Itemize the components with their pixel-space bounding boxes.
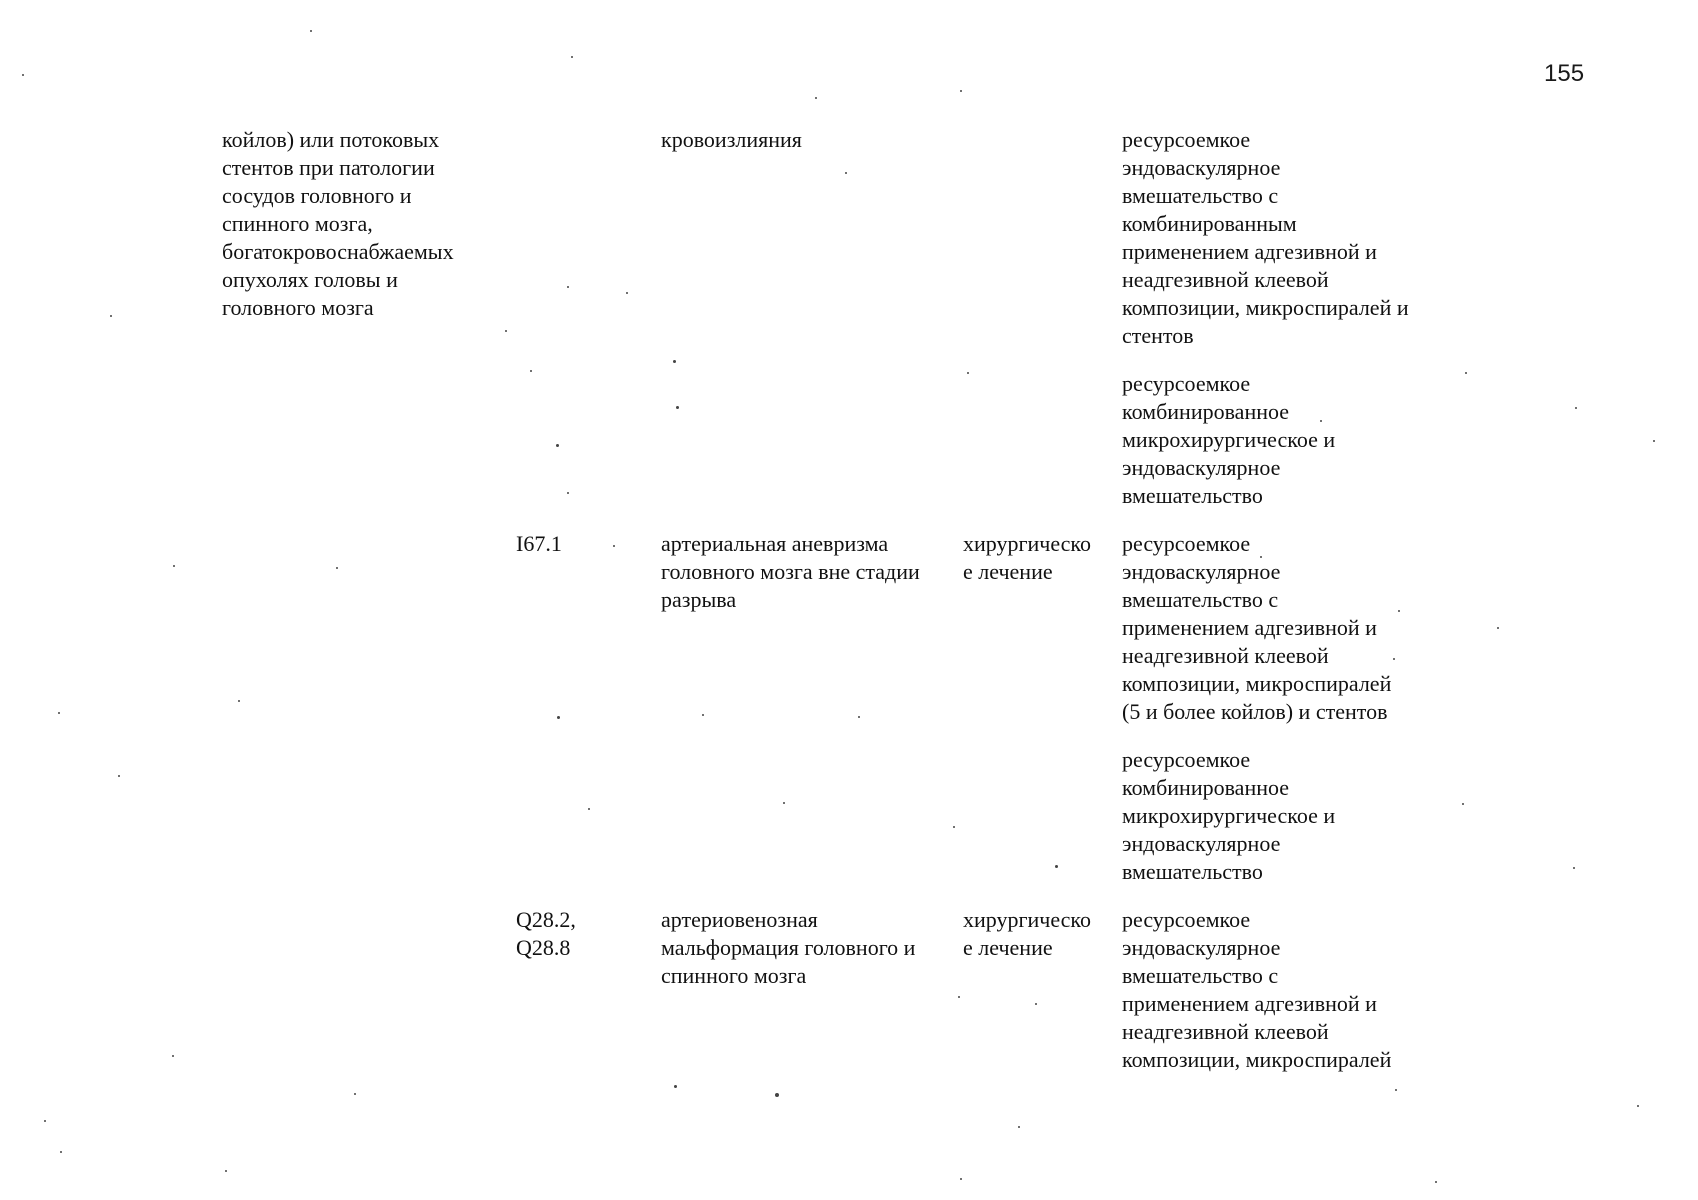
method-line: неадгезивной клеевой	[1122, 1019, 1329, 1044]
diagnosis-cell	[661, 906, 915, 990]
scan-speck	[310, 30, 312, 32]
scan-speck	[354, 1093, 356, 1095]
scan-speck	[118, 775, 120, 777]
diagnosis-line: кровоизлияния	[661, 127, 802, 152]
procedure-line: богатокровоснабжаемых	[222, 239, 454, 264]
diagnosis-line: артериовенозная	[661, 907, 818, 932]
diagnosis-cell	[661, 126, 802, 154]
scan-speck	[967, 372, 969, 374]
method-line: применением адгезивной и	[1122, 991, 1377, 1016]
method-line: композиции, микроспиралей	[1122, 1047, 1392, 1072]
method-line: неадгезивной клеевой	[1122, 643, 1329, 668]
scan-speck	[676, 406, 679, 409]
method-line: эндоваскулярное	[1122, 155, 1281, 180]
scan-speck	[556, 444, 559, 447]
method-line: применением адгезивной и	[1122, 239, 1377, 264]
method-line: эндоваскулярное	[1122, 559, 1281, 584]
method-line: микрохирургическое и	[1122, 427, 1336, 452]
scan-speck	[1653, 440, 1655, 442]
scan-speck	[588, 808, 590, 810]
method-line: применением адгезивной и	[1122, 615, 1377, 640]
method-line: комбинированное	[1122, 775, 1290, 800]
method-line: композиции, микроспиралей и	[1122, 295, 1409, 320]
treatment-line: е лечение	[963, 559, 1053, 584]
scan-speck	[783, 802, 785, 804]
scan-speck	[225, 1170, 227, 1172]
scan-speck	[567, 286, 569, 288]
scan-speck	[505, 330, 507, 332]
scan-speck	[674, 1085, 677, 1088]
treatment-line: хирургическо	[963, 531, 1091, 556]
method-line: комбинированное	[1122, 399, 1290, 424]
code-line: Q28.8	[516, 935, 571, 960]
method-line: комбинированным	[1122, 211, 1297, 236]
method-cell	[1122, 530, 1391, 726]
scan-speck	[858, 716, 860, 718]
procedure-cell	[222, 126, 454, 322]
scan-speck	[1465, 372, 1467, 374]
scan-speck	[613, 545, 615, 547]
scan-speck	[958, 996, 960, 998]
scan-speck	[336, 567, 338, 569]
page-number: 155	[1544, 60, 1585, 87]
scan-speck	[815, 97, 817, 99]
treatment-cell	[963, 530, 1091, 586]
scan-speck	[557, 716, 560, 719]
scan-speck	[1573, 867, 1575, 869]
scan-speck	[173, 565, 175, 567]
method-line: эндоваскулярное	[1122, 831, 1281, 856]
code-line: Q28.2,	[516, 907, 576, 932]
scan-speck	[530, 370, 532, 372]
scan-speck	[702, 714, 704, 716]
method-cell	[1122, 126, 1409, 350]
scan-speck	[960, 90, 962, 92]
scan-speck	[1575, 407, 1577, 409]
method-line: неадгезивной клеевой	[1122, 267, 1329, 292]
scan-speck	[673, 360, 676, 363]
treatment-line: е лечение	[963, 935, 1053, 960]
procedure-line: стентов при патологии	[222, 155, 435, 180]
code-cell	[516, 906, 576, 962]
method-cell	[1122, 906, 1391, 1074]
method-line: ресурсоемкое	[1122, 371, 1251, 396]
scan-speck	[1393, 658, 1395, 660]
method-line: ресурсоемкое	[1122, 531, 1251, 556]
method-line: ресурсоемкое	[1122, 127, 1251, 152]
method-cell	[1122, 746, 1335, 886]
procedure-line: спинного мозга,	[222, 211, 373, 236]
scan-speck	[1462, 803, 1464, 805]
scan-speck	[845, 172, 847, 174]
scan-speck	[44, 1120, 46, 1122]
procedure-line: головного мозга	[222, 295, 374, 320]
scan-speck	[60, 1151, 62, 1153]
method-line: вмешательство	[1122, 483, 1263, 508]
scan-speck	[1320, 420, 1322, 422]
scan-speck	[22, 74, 24, 76]
method-line: микрохирургическое и	[1122, 803, 1336, 828]
code-line: I67.1	[516, 531, 562, 556]
method-line: стентов	[1122, 323, 1194, 348]
scan-speck	[960, 1178, 962, 1180]
procedure-line: сосудов головного и	[222, 183, 412, 208]
scan-speck	[953, 826, 955, 828]
scan-speck	[238, 700, 240, 702]
treatment-cell	[963, 906, 1091, 962]
scan-speck	[172, 1055, 174, 1057]
procedure-line: койлов) или потоковых	[222, 127, 440, 152]
scan-speck	[1018, 1126, 1020, 1128]
scan-speck	[567, 492, 569, 494]
code-cell	[516, 530, 562, 558]
method-line: эндоваскулярное	[1122, 935, 1281, 960]
method-line: ресурсоемкое	[1122, 747, 1251, 772]
scan-speck	[110, 315, 112, 317]
procedure-line: опухолях головы и	[222, 267, 398, 292]
method-line: композиции, микроспиралей	[1122, 671, 1392, 696]
method-line: ресурсоемкое	[1122, 907, 1251, 932]
diagnosis-cell	[661, 530, 920, 614]
diagnosis-line: разрыва	[661, 587, 737, 612]
diagnosis-line: спинного мозга	[661, 963, 807, 988]
scan-speck	[1398, 610, 1400, 612]
scan-speck	[1435, 1181, 1437, 1183]
scan-speck	[571, 56, 573, 58]
scan-speck	[775, 1093, 779, 1097]
diagnosis-line: мальформация головного и	[661, 935, 916, 960]
diagnosis-line: артериальная аневризма	[661, 531, 889, 556]
scan-speck	[1637, 1105, 1639, 1107]
method-line: вмешательство	[1122, 859, 1263, 884]
method-line: вмешательство с	[1122, 183, 1279, 208]
method-line: вмешательство с	[1122, 963, 1279, 988]
scan-speck	[1035, 1003, 1037, 1005]
diagnosis-line: головного мозга вне стадии	[661, 559, 920, 584]
scan-speck	[1395, 1089, 1397, 1091]
scan-speck	[58, 712, 60, 714]
scan-speck	[1055, 865, 1058, 868]
method-cell	[1122, 370, 1335, 510]
method-line: (5 и более койлов) и стентов	[1122, 699, 1388, 724]
method-line: вмешательство с	[1122, 587, 1279, 612]
treatment-line: хирургическо	[963, 907, 1091, 932]
scan-speck	[1497, 627, 1499, 629]
method-line: эндоваскулярное	[1122, 455, 1281, 480]
scan-speck	[1260, 556, 1262, 558]
scan-speck	[626, 292, 628, 294]
